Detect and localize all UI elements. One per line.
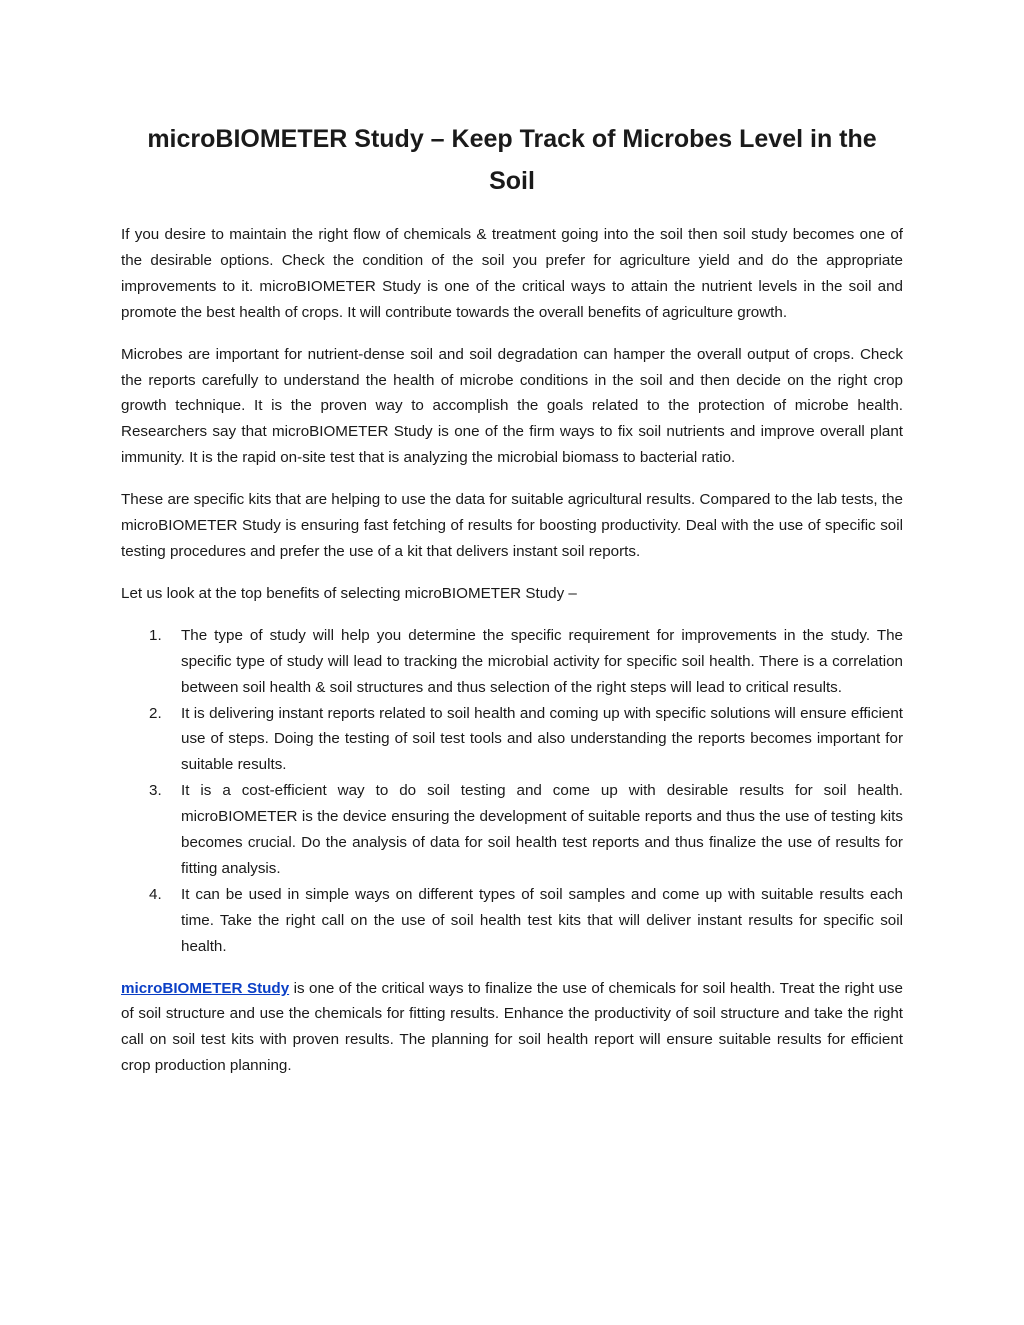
list-item-text: It is a cost-efficient way to do soil testing and come up with desirable results for soil health. microBIOMETER is the device ensuring the development of suitable reports and thus the use of testing kits becomes crucial. Do the analysis of data for soil health test reports and thus finalize the use of results for fitting analysis. [181,782,903,877]
list-item-number: 2. [149,704,162,722]
paragraph-intro: If you desire to maintain the right flow of chemicals & treatment going into the soil then soil study becomes one of the desirable options. Check the condition of the soil you prefer for agriculture yield and do the appropriate improvements to it. microBIOMETER Study is one of the critical ways to attain the nutrient levels in the soil and promote the best health of crops. It will contribute towards the overall benefits of agriculture growth. [121,226,903,321]
paragraph-kits: These are specific kits that are helping to use the data for suitable agricultural results. Compared to the lab tests, the microBIOMETER Study is ensuring fast fetching of results for boosting productivity. Deal with the use of specific soil testing procedures and prefer the use of a kit that delivers instant soil reports. [121,491,903,560]
list-item-text: It is delivering instant reports related to soil health and coming up with specific solutions will ensure efficient use of steps. Doing the testing of soil test tools and also understanding the reports becomes important for suitable results. [181,704,903,774]
list-item-number: 1. [149,626,162,644]
paragraph-benefits-intro: Let us look at the top benefits of selecting microBIOMETER Study – [121,584,577,602]
microbiometer-study-link[interactable]: microBIOMETER Study [121,979,290,997]
paragraph-closing [121,976,903,1080]
list-item-text: The type of study will help you determine the specific requirement for improvements in the study. The specific type of study will lead to tracking the microbial activity for specific soil health. There is a correlation between soil health & soil structures and thus selection of the right steps will lead to critical results. [181,626,903,696]
list-item-number: 3. [149,782,162,800]
list-item-text: It can be used in simple ways on different types of soil samples and come up with suitable results each time. Take the right call on the use of soil health test kits that will deliver instant results for specific soil health. [181,885,903,955]
document-title: microBIOMETER Study – Keep Track of Microbes Level in the Soil [147,125,877,195]
document-page [121,118,903,1095]
list-item [121,701,903,779]
list-item-number: 4. [149,885,162,903]
closing-text: is one of the critical ways to finalize the use of chemicals for soil health. Treat the right use of soil structure and use the chemicals for fitting results. Enhance the productivity of soil structure and take the right call on soil test kits with proven results. The planning for soil health report will ensure suitable results for efficient crop production planning. [121,979,903,1075]
list-item [121,778,903,882]
list-item [121,623,903,701]
list-item [121,882,903,960]
paragraph-microbes: Microbes are important for nutrient-dense soil and soil degradation can hamper the overall output of crops. Check the reports carefully to understand the health of microbe conditions in the soil and then decide on the right crop growth technique. It is the proven way to accomplish the goals related to the protection of microbe health. Researchers say that microBIOMETER Study is one of the firm ways to fix soil nutrients and improve overall plant immunity. It is the rapid on-site test that is analyzing the microbial biomass to bacterial ratio. [121,345,903,467]
benefits-list [121,623,903,960]
